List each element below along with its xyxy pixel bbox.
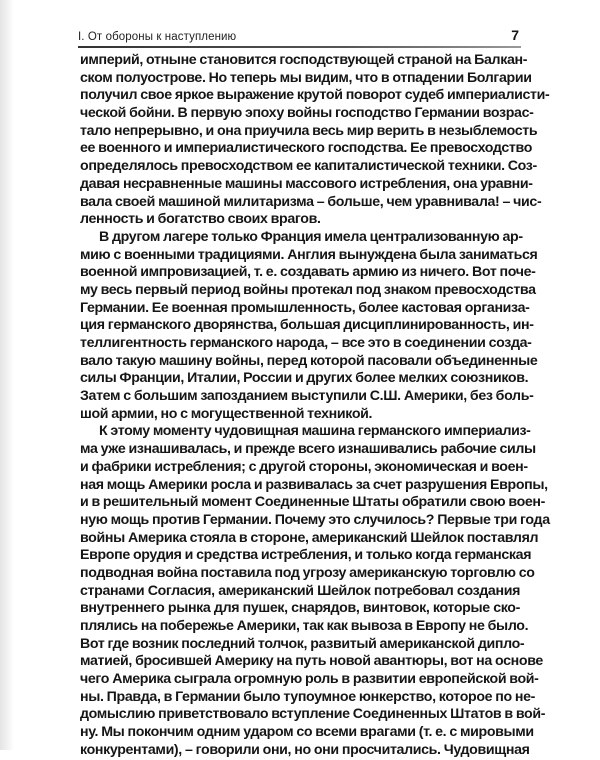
text-line: В другом лагере только Франция имела централизованную ар- <box>99 228 523 245</box>
text-line: и фабрики истребления; с другой стороны, экономическая и воен- <box>80 458 528 475</box>
text-line: домыслию приветствовало вступление Соединенных Штатов в вой- <box>80 706 546 723</box>
text-line: Затем с большим запозданием выступили С.Ш. Америки, без боль- <box>80 388 534 405</box>
text-line: давая несравненные машины массового истребления, она уравни- <box>80 175 533 192</box>
text-line: мию с военными традициями. Англия вынуждена была заниматься <box>80 246 538 263</box>
text-line: ную мощь против Германии. Почему это случилось? Первые три года <box>80 511 550 528</box>
text-line: странами Согласия, американский Шейлок потребовал создания <box>80 582 520 599</box>
text-line: шой армии, но с могущественной техникой. <box>80 405 373 422</box>
text-line: военной импровизацией, т. е. создавать армию из ничего. Вот поче- <box>80 264 536 281</box>
text-line: ная мощь Америки росла и развивалась за счет разрушения Европы, <box>80 476 548 493</box>
paragraph <box>80 228 538 424</box>
text-line: Европе орудия и средства истребления, и только когда германская <box>80 547 532 564</box>
text-line: империй, отныне становится господствующей страной на Балкан- <box>80 52 528 68</box>
text-line: матией, бросившей Америку на путь новой авантюры, вот на основе <box>80 653 543 670</box>
paragraph <box>80 52 550 229</box>
text-line: ны. Правда, в Германии было тупоумное юнкерство, которое по не- <box>80 688 536 705</box>
text-line: му весь первый период войны протекал под знаком превосходства <box>80 281 536 298</box>
text-line: Германии. Ее военная промышленность, более кастовая организа- <box>80 299 530 316</box>
text-line: ленность и богатство своих врагов. <box>80 211 321 228</box>
text-line: ну. Мы покончим одним ударом со всеми врагами (т. е. с мировыми <box>80 724 534 741</box>
paragraph <box>80 423 550 759</box>
running-header <box>78 26 521 46</box>
text-line: плялись на побережье Америки, так как вывоза в Европу не было. <box>80 618 529 634</box>
text-line: ма уже изнашивалась, и прежде всего изнашивались рабочие силы <box>80 441 536 458</box>
text-line: войны Америка стояла в стороне, американский Шейлок поставлял <box>80 529 539 546</box>
text-line: и в решительный момент Соединенные Штаты обратили свою воен- <box>80 494 546 511</box>
text-line: Вот где возник последний толчок, развитый американской дипло- <box>80 635 525 652</box>
text-line: ее военного и империалистического господства. Ее превосходство <box>80 140 533 157</box>
text-line: ском полуострове. Но теперь мы видим, что в отпадении Болгарии <box>80 69 532 86</box>
page-body-text <box>80 52 550 760</box>
text-line: определялось превосходством ее капиталистической техники. Соз- <box>80 158 537 175</box>
header-rule <box>78 46 521 48</box>
text-line: внутреннего рынка для пушек, снарядов, винтовок, которые ско- <box>80 600 520 617</box>
page-edge-shadow <box>0 0 14 750</box>
text-line: чего Америка сыграла огромную роль в развитии европейской вой- <box>80 671 539 688</box>
text-line: силы Франции, Италии, России и других более мелких союзников. <box>80 370 529 387</box>
running-title: I. От обороны к наступлению <box>78 31 237 43</box>
text-line: теллигентность германского народа, – все это в соединении созда- <box>80 335 532 351</box>
text-line: ческой бойни. В первую эпоху войны господство Германии возрас- <box>80 105 534 122</box>
text-line: вало такую машину войны, перед которой пасовали объединенные <box>80 352 538 369</box>
text-line: тало непрерывно, и она приучила весь мир верить в незыблемость <box>80 122 538 139</box>
text-line: К этому моменту чудовищная машина германского империализ- <box>99 423 531 440</box>
text-line: конкурентами), – говорили они, но они просчитались. Чудовищная <box>80 741 530 758</box>
text-line: получил свое яркое выражение крутой поворот судеб империалисти- <box>80 87 550 104</box>
text-line: ция германского дворянства, большая дисциплинированность, ин- <box>80 317 534 334</box>
text-line: вала своей машиной милитаризма – больше, чем уравнивала! – чис- <box>80 193 542 210</box>
page-number: 7 <box>511 27 519 43</box>
text-line: подводная война поставила под угрозу американскую торговлю со <box>80 564 535 581</box>
